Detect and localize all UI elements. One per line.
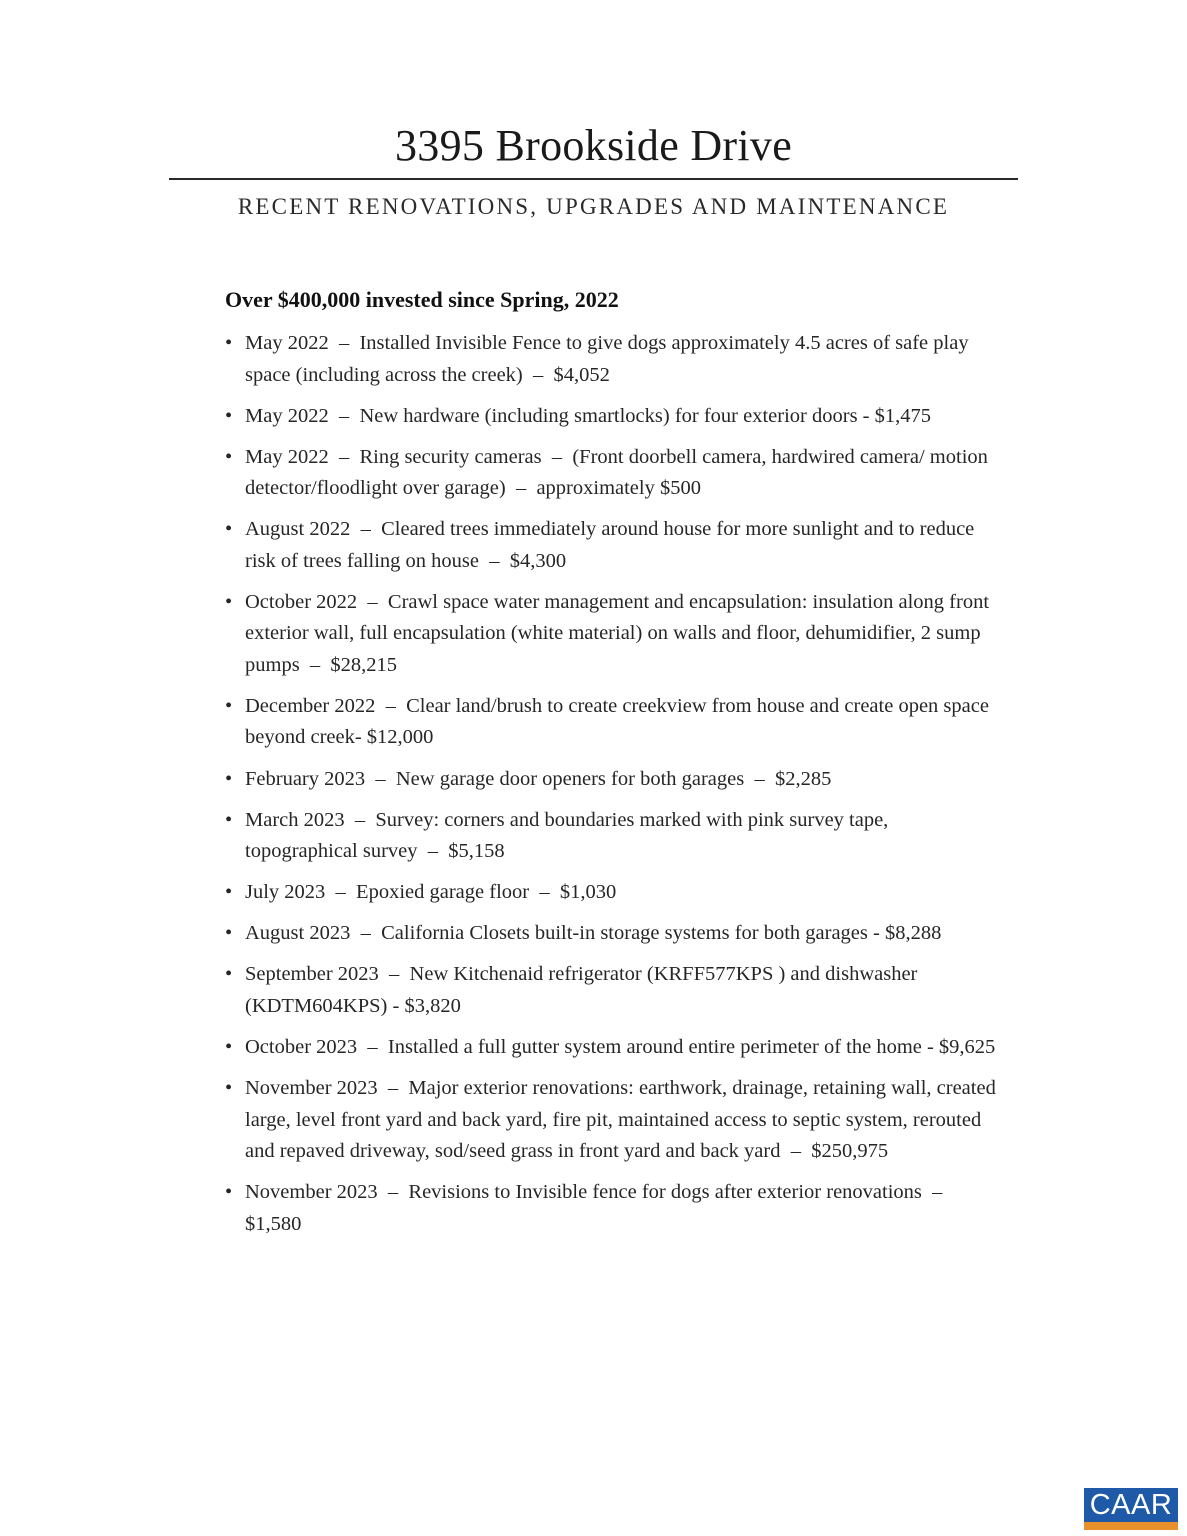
list-item-text: August 2023 – California Closets built-in storage systems for both garages - $8,288 (245, 922, 942, 945)
list-item (225, 1177, 1005, 1240)
list-item (225, 587, 1005, 682)
list-item-text: October 2023 – Installed a full gutter system around entire perimeter of the home - $9,625 (245, 1036, 996, 1059)
list-item-text: September 2023 – New Kitchenaid refrigerator (KRFF577KPS ) and dishwasher (KDTM604KPS) - $3,820 (245, 963, 923, 1017)
list-item (225, 805, 1005, 868)
list-item (225, 691, 1005, 754)
list-item (225, 328, 1005, 391)
bullet-icon: • (225, 963, 233, 986)
bullet-icon: • (225, 1077, 233, 1100)
list-item-text: March 2023 – Survey: corners and boundaries marked with pink survey tape, topographical survey – $5,158 (245, 808, 894, 863)
list-item (225, 1032, 1005, 1064)
list-item-text: November 2023 – Revisions to Invisible fence for dogs after exterior renovations – $1,580 (245, 1181, 953, 1235)
page-subtitle: RECENT RENOVATIONS, UPGRADES AND MAINTENANCE (237, 194, 950, 219)
list-item (225, 918, 1005, 950)
list-item-text: December 2022 – Clear land/brush to create creekview from house and create open space beyond creek- $12,000 (245, 694, 995, 749)
list-item (225, 959, 1005, 1022)
list-item (225, 764, 1005, 796)
list-item (225, 1073, 1005, 1168)
caar-logo-band (1084, 1522, 1178, 1530)
list-item-text: August 2022 – Cleared trees immediately around house for more sunlight and to reduce risk of trees falling on house – $4,300 (245, 518, 980, 572)
caar-logo (1084, 1488, 1178, 1530)
list-item-text: May 2022 – New hardware (including smartlocks) for four exterior doors - $1,475 (245, 404, 931, 427)
list-item-text: October 2022 – Crawl space water management and encapsulation: insulation along front exterior wall, full encapsulation (white material) on walls and floor, dehumidifier, 2 sump pumps – $28,215 (245, 590, 995, 676)
list-item-text: November 2023 – Major exterior renovations: earthwork, drainage, retaining wall, created large, level front yard and back yard, fire pit, maintained access to septic system, rerouted and repaved driveway, sod/seed grass in front yard and back yard – $250,975 (245, 1077, 1001, 1163)
bullet-icon: • (225, 332, 233, 354)
investment-headline: Over $400,000 invested since Spring, 2022 (225, 287, 619, 312)
title-divider (169, 178, 1018, 180)
bullet-icon: • (225, 1181, 233, 1204)
list-item (225, 442, 1005, 505)
bullet-icon: • (225, 518, 233, 541)
renovation-list (225, 328, 1005, 1250)
list-item-text: May 2022 – Installed Invisible Fence to give dogs approximately 4.5 acres of safe play space (including across the creek) – $4,052 (245, 332, 974, 386)
caar-logo-text: CAAR (1089, 1489, 1173, 1521)
bullet-icon: • (225, 694, 233, 717)
list-item (225, 514, 1005, 577)
list-item (225, 401, 1005, 433)
list-item (225, 877, 1005, 909)
bullet-icon: • (225, 767, 233, 790)
bullet-icon: • (225, 808, 233, 831)
bullet-icon: • (225, 922, 233, 945)
page-title: 3395 Brookside Drive (394, 121, 793, 170)
list-item-text: February 2023 – New garage door openers for both garages – $2,285 (245, 767, 832, 790)
bullet-icon: • (225, 590, 233, 613)
list-item-text: May 2022 – Ring security cameras – (Front doorbell camera, hardwired camera/ motion detector/floodlight over garage) – approximately $500 (245, 445, 994, 500)
bullet-icon: • (225, 881, 233, 904)
bullet-icon: • (225, 404, 233, 427)
bullet-icon: • (225, 1036, 233, 1059)
list-item-text: July 2023 – Epoxied garage floor – $1,030 (245, 881, 617, 904)
bullet-icon: • (225, 445, 233, 468)
